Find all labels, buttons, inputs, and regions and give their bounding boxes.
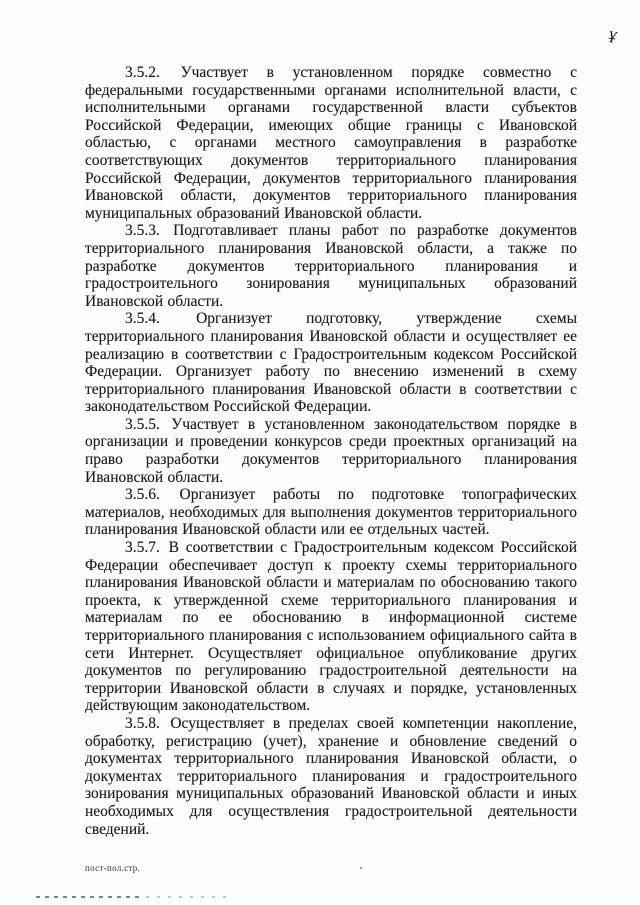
paragraph-text: Организует подготовку, утверждение схемы территориального планирования Ивановской области и осуществляет ее реализацию в соответствии с Градостроительным кодексом Российской Федерации. Организует работу по внесению изменений в схему территориального планирования Ивановской области в соответствии с законодательством Российской Федерации. (85, 310, 577, 416)
paragraph-number: 3.5.3. (125, 222, 160, 240)
paragraph-3-5-6 (85, 486, 577, 539)
paragraph-3-5-7 (85, 539, 577, 715)
paragraph-number: 3.5.4. (125, 310, 160, 328)
scan-artifact-speck (360, 867, 362, 869)
paragraph-number: 3.5.8. (125, 714, 160, 732)
paragraph-3-5-5 (85, 416, 577, 486)
paragraph-3-5-3 (85, 222, 577, 310)
document-text-block (85, 64, 577, 838)
paragraph-text: Подготавливает планы работ по разработке документов территориального планирования Ивановской области, а также по разработке документов территориального планирования и градостроительного зонирования муниципальных образований Ивановской области. (85, 222, 578, 310)
paragraph-text: Участвует в установленном порядке совместно с федеральными государственными органами исполнительной власти, с исполнительными органами государственной власти субъектов Российской Федерации, имеющих общие границы с Ивановской областью, с органами местного самоуправления в разработке соответствующих документов территориального планирования Российской Федерации, документов территориального планирования Ивановской области, документов территориального планирования муниципальных образований Ивановской области. (85, 64, 578, 222)
paragraph-text: Осуществляет в пределах своей компетенции накопление, обработку, регистрацию (учет), хранение и обновление сведений о документах территориального планирования Ивановской области, о документах территориального планирования и градостроительного зонирования муниципальных образований Ивановской области и иных необходимых для осуществления градостроительной деятельности сведений. (85, 714, 577, 838)
paragraph-3-5-8 (85, 715, 577, 838)
footer-page-label: пост-пол.стр. (85, 863, 141, 873)
paragraph-number: 3.5.7. (125, 539, 160, 557)
paragraph-text: Участвует в установленном законодательством порядке в организации и проведении конкурсов среди проектных организаций на право разработки документов территориального планирования Ивановской области. (85, 415, 577, 486)
paragraph-number: 3.5.6. (125, 486, 160, 504)
scan-artifact-dashed-line-faint (146, 896, 232, 898)
paragraph-text: В соответствии с Градостроительным кодексом Российской Федерации обеспечивает доступ к проекту схемы территориального планирования Ивановской области и материалам по обоснованию такого проекта, к утвержденной схеме территориального планирования и материалам по ее обоснованию в информационной системе территориального планирования с использованием официального сайта в сети Интернет. Осуществляет официальное опубликование других документов по регулированию градостроительной деятельности на территории Ивановской области в случаях и порядке, установленных действующим законодательством. (85, 539, 577, 715)
paragraph-3-5-4 (85, 310, 577, 416)
paragraph-number: 3.5.2. (125, 64, 160, 81)
paragraph-number: 3.5.5. (125, 415, 160, 433)
handwritten-corner-mark: ұ (608, 25, 619, 44)
scan-artifact-dashed-line (36, 896, 144, 898)
paragraph-3-5-2 (85, 64, 577, 222)
paragraph-text: Организует работы по подготовке топографических материалов, необходимых для выполнения документов территориального планирования Ивановской области или ее отдельных частей. (85, 486, 577, 539)
